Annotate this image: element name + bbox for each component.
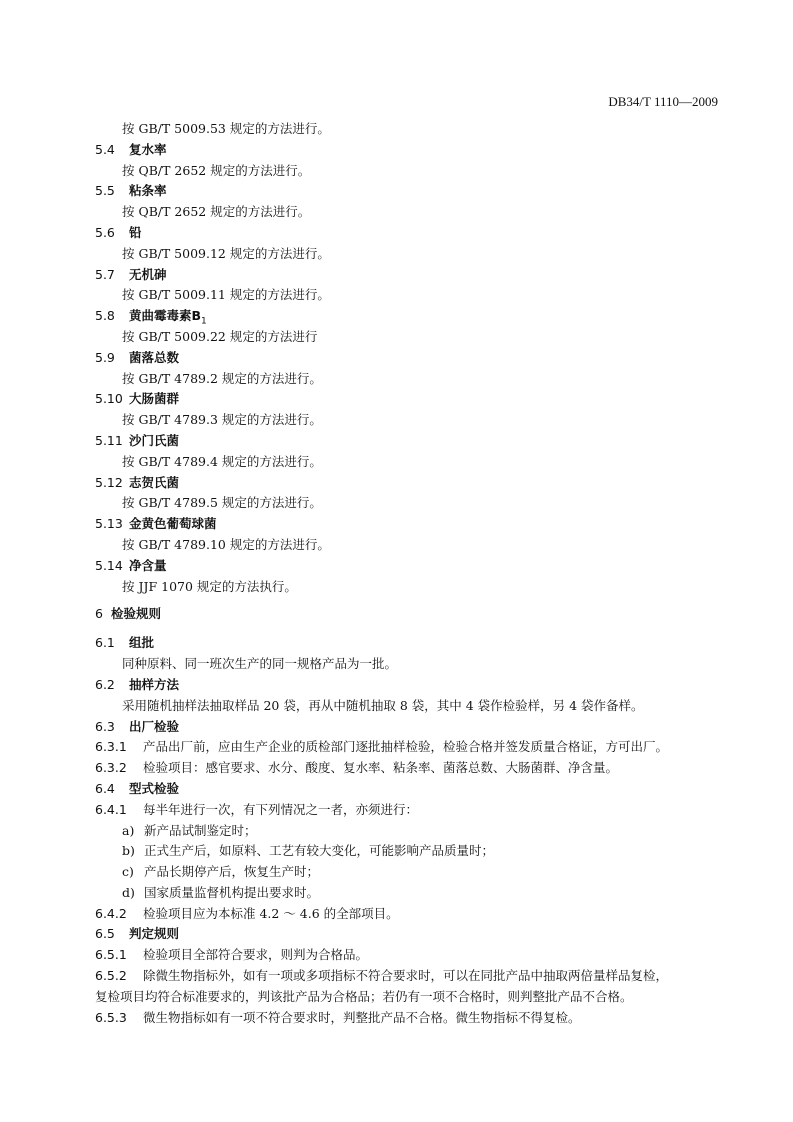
section-number: 6.4 bbox=[95, 780, 115, 796]
clause-text: 检验项目：感官要求、水分、酸度、复水率、粘条率、菌落总数、大肠菌群、净含量。 bbox=[143, 760, 619, 776]
clause-text: 每半年进行一次，有下列情况之一者，亦须进行： bbox=[143, 801, 419, 817]
section-number: 5.4 bbox=[95, 141, 115, 157]
clause-text: 产品出厂前，应由生产企业的质检部门逐批抽样检验，检验合格并签发质量合格证，方可出厂。 bbox=[143, 739, 669, 755]
clause-number: 6.5.1 bbox=[95, 947, 127, 963]
clause-number: 6.4.2 bbox=[95, 905, 127, 921]
subscript: 1 bbox=[201, 316, 207, 327]
section-heading bbox=[95, 675, 725, 696]
clause-number: 6.5.2 bbox=[95, 968, 127, 984]
paragraph-text: 采用随机抽样法抽取样品 20 袋，再从中随机抽取 8 袋，其中 4 袋作检验样，另 4 袋作备样。 bbox=[122, 697, 644, 713]
section-heading bbox=[95, 223, 725, 244]
clause-number: 6.4.1 bbox=[95, 801, 127, 817]
section-title: 组批 bbox=[129, 635, 155, 651]
paragraph-text: 按 GB/T 4789.10 规定的方法进行。 bbox=[122, 536, 330, 552]
clause-text: 检验项目全部符合要求，则判为合格品。 bbox=[143, 947, 369, 963]
document-body bbox=[95, 119, 725, 1028]
section-title: 铅 bbox=[129, 224, 142, 240]
section-title: 出厂检验 bbox=[129, 718, 180, 734]
document-code: DB34/T 1110—2009 bbox=[608, 94, 718, 109]
section-title: 粘条率 bbox=[129, 183, 167, 199]
section-number: 5.6 bbox=[95, 224, 115, 240]
section-title: 检验规则 bbox=[111, 606, 162, 622]
section-heading bbox=[95, 779, 725, 800]
paragraph-text: 按 GB/T 5009.12 规定的方法进行。 bbox=[122, 245, 330, 261]
paragraph-text: 按 GB/T 5009.22 规定的方法进行 bbox=[122, 328, 318, 344]
section-title: 复水率 bbox=[129, 141, 167, 157]
section-heading bbox=[95, 181, 725, 202]
chapter-heading bbox=[95, 601, 725, 627]
clause bbox=[95, 1008, 725, 1029]
section-number: 5.12 bbox=[95, 474, 123, 490]
section-title: 菌落总数 bbox=[129, 349, 180, 365]
section-heading bbox=[95, 717, 725, 738]
section-heading bbox=[95, 265, 725, 286]
section-number: 6.2 bbox=[95, 676, 115, 692]
clause-text: 除微生物指标外，如有一项或多项指标不符合要求时，可以在同批产品中抽取两倍量样品复检， bbox=[143, 968, 669, 984]
section-title: 型式检验 bbox=[129, 780, 180, 796]
clause-text: 检验项目应为本标准 4.2 ～ 4.6 的全部项目。 bbox=[143, 905, 399, 921]
section-title: 沙门氏菌 bbox=[129, 432, 180, 448]
section-heading bbox=[95, 556, 725, 577]
paragraph-text: 按 JJF 1070 规定的方法执行。 bbox=[122, 578, 297, 594]
list-item bbox=[95, 821, 725, 842]
list-item-label: a) bbox=[122, 822, 135, 838]
section-title: 无机砷 bbox=[129, 266, 167, 282]
list-item-text: 新产品试制鉴定时； bbox=[144, 822, 257, 838]
paragraph-text: 同种原料、同一班次生产的同一规格产品为一批。 bbox=[122, 656, 398, 672]
section-number: 5.13 bbox=[95, 516, 123, 532]
section-heading bbox=[95, 389, 725, 410]
section-title: 志贺氏菌 bbox=[129, 474, 180, 490]
clause-number: 6.3.2 bbox=[95, 760, 127, 776]
section-number: 6.1 bbox=[95, 635, 115, 651]
clause bbox=[95, 758, 725, 779]
clause bbox=[95, 904, 725, 925]
section-title: 黄曲霉毒素B bbox=[129, 308, 202, 324]
section-title: 判定规则 bbox=[129, 926, 180, 942]
list-item-text: 正式生产后，如原料、工艺有较大变化，可能影响产品质量时； bbox=[144, 843, 495, 859]
list-item bbox=[95, 883, 725, 904]
section-heading bbox=[95, 431, 725, 452]
paragraph-text: 按 GB/T 4789.4 规定的方法进行。 bbox=[122, 453, 322, 469]
section-heading bbox=[95, 306, 725, 327]
clause-number: 6.3.1 bbox=[95, 739, 127, 755]
list-item-label: c) bbox=[122, 864, 134, 880]
list-item-label: d) bbox=[122, 884, 135, 900]
section-heading bbox=[95, 348, 725, 369]
section-title: 大肠菌群 bbox=[129, 391, 180, 407]
section-number: 5.8 bbox=[95, 308, 115, 324]
paragraph-text: 按 QB/T 2652 规定的方法进行。 bbox=[122, 204, 311, 220]
section-heading bbox=[95, 140, 725, 161]
clause bbox=[95, 800, 725, 821]
list-item-text: 产品长期停产后，恢复生产时； bbox=[144, 864, 320, 880]
clause bbox=[95, 945, 725, 966]
section-number: 5.14 bbox=[95, 557, 123, 573]
clause-text: 微生物指标如有一项不符合要求时，判整批产品不合格。微生物指标不得复检。 bbox=[143, 1009, 581, 1025]
section-number: 5.10 bbox=[95, 391, 123, 407]
section-number: 6.5 bbox=[95, 926, 115, 942]
paragraph-text: 按 GB/T 4789.5 规定的方法进行。 bbox=[122, 495, 322, 511]
list-item-text: 国家质量监督机构提出要求时。 bbox=[144, 884, 320, 900]
section-number: 5.9 bbox=[95, 349, 115, 365]
paragraph-text: 按 GB/T 5009.11 规定的方法进行。 bbox=[122, 287, 330, 303]
list-item bbox=[95, 862, 725, 883]
section-heading bbox=[95, 514, 725, 535]
section-heading bbox=[95, 473, 725, 494]
section-number: 6.3 bbox=[95, 718, 115, 734]
clause bbox=[95, 966, 725, 987]
list-item-label: b) bbox=[122, 843, 135, 859]
paragraph-continuation: 复检项目均符合标准要求的，判该批产品为合格品；若仍有一项不合格时，则判整批产品不合格。 bbox=[95, 988, 633, 1004]
paragraph-text: 按 GB/T 4789.3 规定的方法进行。 bbox=[122, 412, 322, 428]
section-title: 抽样方法 bbox=[129, 676, 180, 692]
section-number: 5.5 bbox=[95, 183, 115, 199]
paragraph-text: 按 QB/T 2652 规定的方法进行。 bbox=[122, 162, 311, 178]
paragraph-text: 按 GB/T 4789.2 规定的方法进行。 bbox=[122, 370, 322, 386]
section-title: 净含量 bbox=[129, 557, 167, 573]
list-item bbox=[95, 841, 725, 862]
clause-number: 6.5.3 bbox=[95, 1009, 127, 1025]
paragraph-text: 按 GB/T 5009.53 规定的方法进行。 bbox=[122, 121, 330, 136]
section-heading bbox=[95, 924, 725, 945]
section-number: 6 bbox=[95, 606, 103, 622]
section-heading bbox=[95, 633, 725, 654]
section-number: 5.11 bbox=[95, 432, 123, 448]
clause bbox=[95, 737, 725, 758]
section-number: 5.7 bbox=[95, 266, 115, 282]
section-title: 金黄色葡萄球菌 bbox=[129, 516, 217, 532]
